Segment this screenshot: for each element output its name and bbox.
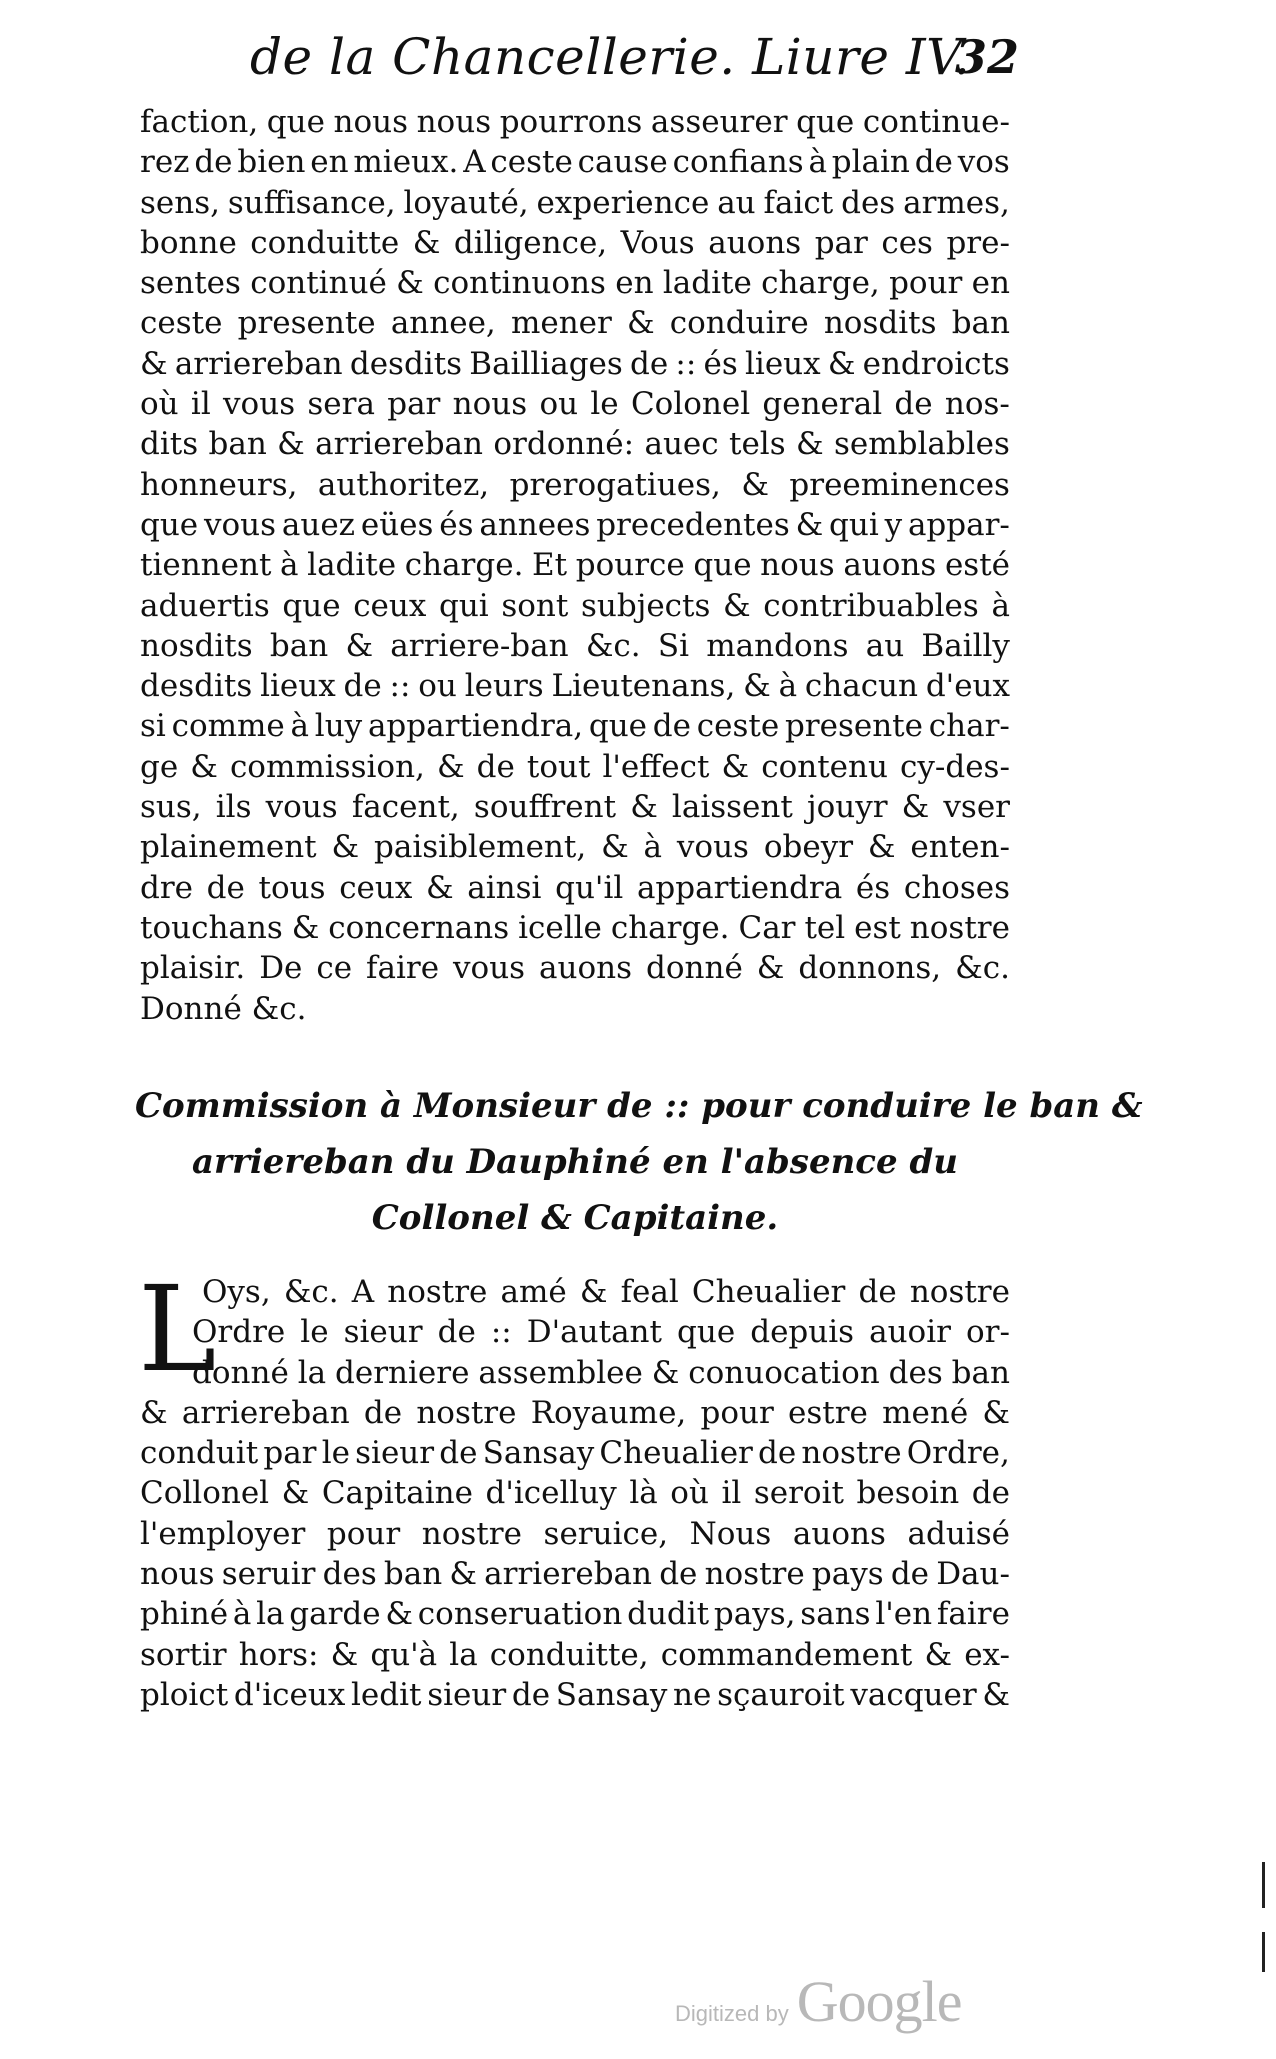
heading-line: Commission à Monsieur de :: pour conduire le ban & [135,1086,1143,1126]
text-line: dits ban & arriereban ordonné: auec tels & semblables [140,426,1010,463]
text-line: que vous auez eües és annees precedentes & qui y appar- [140,506,1010,543]
text-line: l'employer pour nostre seruice, Nous auons aduisé [140,1515,1010,1552]
text-line: Collonel & Capitaine d'icelluy là où il seroit besoin de [140,1475,1010,1512]
text-line: touchans & concernans icelle charge. Car tel est nostre [140,909,1010,946]
text-line: bonne conduitte & diligence, Vous auons par ces pre- [140,224,1010,261]
text-line: sens, suffisance, loyauté, experience au faict des armes, [140,184,1010,221]
text-line: desdits lieux de :: ou leurs Lieutenans, & à chacun d'eux [140,668,1010,705]
paragraph-commission-continuation [140,102,1010,1029]
margin-mark [1262,1932,1265,1972]
text-line: tiennent à ladite charge. Et pource que nous auons esté [140,547,1010,584]
drop-cap: L [138,1260,217,1398]
page-number: 32 [955,30,1020,84]
text-line: phiné à la garde & conseruation dudit pays, sans l'en faire [140,1596,1010,1633]
heading-line: Collonel & Capitaine. [371,1198,779,1238]
text-line: rez de bien en mieux. A ceste cause confians à plain de vos [140,144,1010,181]
text-line: conduit par le sieur de Sansay Cheualier de nostre Ordre, [140,1435,1010,1472]
text-line: sus, ils vous facent, souffrent & laissent jouyr & vser [140,789,1010,826]
text-line: Oys, &c. A nostre amé & feal Cheualier de nostre [202,1274,1010,1310]
text-line: plaisir. De ce faire vous auons donné & donnons, &c. [140,950,1010,987]
text-line: sentes continué & continuons en ladite charge, pour en [140,265,1010,302]
text-line: & arriereban desdits Bailliages de :: és lieux & endroicts [140,345,1010,382]
heading-line: arriereban du Dauphiné en l'absence du [192,1142,958,1182]
running-title: de la Chancellerie. Liure IV. [250,28,971,86]
margin-mark [1262,1862,1265,1908]
text-line: plainement & paisiblement, & à vous obeyr & enten- [140,829,1010,866]
watermark-prefix: Digitized by [675,2001,789,2026]
text-line: nosdits ban & arriere-ban &c. Si mandons au Bailly [140,627,1010,664]
text-line: ceste presente annee, mener & conduire nosdits ban [140,305,1010,342]
text-line: nous seruir des ban & arriereban de nostre pays de Dau- [140,1556,1010,1593]
text-line: ge & commission, & de tout l'effect & contenu cy-des- [140,748,1010,785]
text-line: où il vous sera par nous ou le Colonel general de nos- [140,386,1010,423]
google-logo: Google [796,1969,962,2034]
text-line: & arriereban de nostre Royaume, pour estre mené & [140,1394,1010,1431]
text-line: si comme à luy appartiendra, que de ceste presente char- [140,708,1010,745]
text-line: honneurs, authoritez, prerogatiues, & preeminences [140,466,1010,503]
text-line: Ordre le sieur de :: D'autant que depuis auoir or- [192,1314,1010,1351]
text-line: ploict d'iceux ledit sieur de Sansay ne sçauroit vacquer & [140,1676,1010,1713]
digitized-watermark [675,1968,961,2035]
text-line: faction, que nous nous pourrons asseurer que continue- [140,104,1010,140]
text-line: aduertis que ceux qui sont subjects & contribuables à [140,587,1010,624]
section-heading [135,1078,1143,1246]
text-line: Donné &c. [140,990,307,1027]
text-line: sortir hors: & qu'à la conduitte, commandement & ex- [140,1636,1010,1673]
text-line: donné la derniere assemblee & conuocation des ban [192,1354,1010,1391]
text-line: dre de tous ceux & ainsi qu'il appartiendra és choses [140,869,1010,906]
paragraph-commission-dauphine [138,1260,1010,1715]
